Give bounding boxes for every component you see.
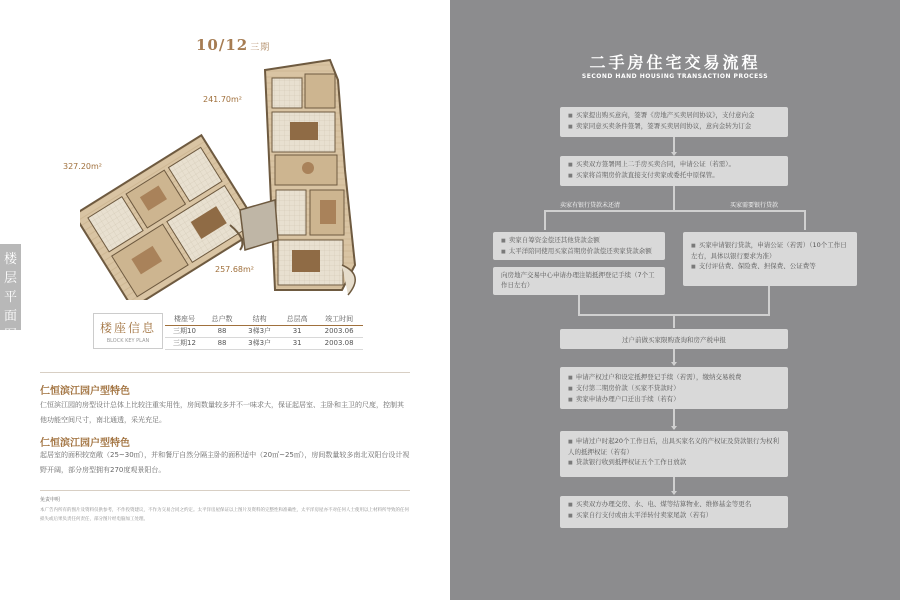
block-info-title: 楼座信息 [99, 321, 156, 335]
process-subtitle: SECOND HAND HOUSING TRANSACTION PROCESS [581, 73, 769, 80]
feature-text-1: 仁恒滨江园的房型设计总体上比较注重实用性，房间数量较多并不一味求大，保证起居室、主卧和主卫的尺度，控制其他功能空间尺寸，南北通透，采光充足。 [40, 401, 404, 424]
floor-plan-illustration [80, 50, 380, 300]
flow-step-2 [560, 156, 788, 186]
flow-step-1 [560, 107, 788, 137]
connector-branch [544, 210, 806, 212]
table-header-cell: 总户数 [204, 313, 240, 325]
table-header-cell: 楼座号 [165, 313, 204, 325]
side-tab-char: 楼 [3, 252, 17, 267]
flow-step-item: ■ 申请过户时起20个工作日后，出具买家名义的产权证及贷款银行为权利人的抵押权证（若有） [568, 436, 780, 457]
flow-step-item: ■ 支付评估费、保险费、担保费、公证费等 [691, 261, 849, 272]
flow-step-text: 过户前做买家限购查询和房产税申报 [622, 336, 726, 344]
flow-step-item: ■ 买家自行支付或由太平洋转付卖家尾款（若有） [568, 510, 780, 521]
table-cell: 2003.08 [315, 337, 363, 349]
connector-line [673, 314, 675, 328]
flow-step-text: 向房地产交易中心申请办理注销抵押登记手续（7个工作日左右） [501, 271, 655, 289]
feature-title-1: 仁恒滨江园户型特色 [40, 386, 130, 397]
arrow-down-icon [671, 362, 677, 366]
arrow-down-icon [671, 491, 677, 495]
area-label-a: 241.70m² [203, 95, 242, 104]
disclaimer-title: 免责申明 [40, 497, 61, 503]
flow-step-item: ■ 支付第二期房价款（买家不贷款时） [568, 383, 780, 394]
table-cell: 88 [204, 325, 240, 337]
divider [40, 490, 410, 491]
branch-label-seller-loan: 卖家有银行贷款未还清 [560, 202, 621, 209]
flow-step-item: ■ 贷款银行收到抵押权证五个工作日放款 [568, 457, 780, 468]
table-cell: 3梯3户 [240, 325, 279, 337]
feature-title-2: 仁恒滨江园户型特色 [40, 438, 130, 449]
branch-label-buyer-loan: 买家需要银行贷款 [730, 202, 779, 209]
flow-step-item: ■ 卖家自筹资金偿还其他贷款金额 [501, 235, 657, 246]
table-cell: 三期12 [165, 337, 204, 349]
block-info-heading [93, 313, 163, 349]
right-tower-plan [265, 60, 355, 290]
side-tab-char: 层 [3, 271, 17, 286]
connector-line [804, 210, 806, 230]
table-cell: 31 [279, 325, 315, 337]
block-info-table [165, 313, 363, 350]
table-row [165, 337, 363, 349]
table-header-cell: 结构 [240, 313, 279, 325]
right-page [450, 0, 900, 600]
table-cell: 88 [204, 337, 240, 349]
flow-step-4-left [493, 267, 665, 295]
flow-step-item: ■ 买家申请银行贷款，申请公证（若需）（10个工作日左右，具体以银行要求为准） [691, 240, 849, 261]
period-suffix: 三期 [250, 43, 271, 53]
table-header-cell: 竣工时间 [315, 313, 363, 325]
table-row [165, 325, 363, 337]
flow-step-item: ■ 太平洋陪同使用买家首期房价款偿还卖家贷款余额 [501, 246, 657, 257]
connector-line [673, 186, 675, 210]
period-number: 10/12 [196, 36, 249, 54]
arrow-down-icon [671, 426, 677, 430]
flow-step-item: ■ 卖家申请办理户口迁出手续（若有） [568, 394, 780, 405]
process-title: 二手房住宅交易流程 [589, 53, 761, 72]
left-wing-plan [80, 135, 260, 300]
flow-step-6 [560, 367, 788, 409]
flow-step-item: ■ 申请产权过户和设定抵押登记手续（若需），缴纳交易税费 [568, 372, 780, 383]
flow-step-7 [560, 431, 788, 477]
flow-step-item: ■ 买家将首期房价款直接支付卖家或委托中原保管。 [568, 170, 780, 181]
block-info-subtitle: BLOCK KEY PLAN [106, 338, 150, 344]
area-label-b: 327.20m² [63, 162, 102, 171]
side-tab-floor-plan [0, 244, 21, 343]
side-tab-char: 平 [3, 290, 17, 305]
flow-step-5 [560, 329, 788, 349]
flow-step-8 [560, 496, 788, 528]
flow-step-item: ■ 买家提出购买意向，签署《房地产买卖居间协议》，支付意向金 [568, 110, 780, 121]
flow-step-3-left [493, 232, 665, 260]
table-header-cell: 总层高 [279, 313, 315, 325]
side-tab-char: 图 [3, 328, 17, 343]
table-cell: 2003.06 [315, 325, 363, 337]
flow-step-item: ■ 买卖双方签署网上二手房买卖合同，申请公证（若需）。 [568, 159, 780, 170]
connector-line [768, 286, 770, 315]
side-tab-char: 面 [3, 309, 17, 324]
block-info [93, 313, 363, 349]
divider [40, 372, 410, 373]
disclaimer-text: 本广告内所有的图片及资料仅供参考，不作投资建议，不作为交易合同之约定。太平洋房屋保证以上图片及资料的完整性和准确性，太平洋房屋亦不对任何人士使用以上材料所导致的任何损失或后果负责任何责任，部分图片经电脑加工处理。 [40, 508, 409, 522]
table-cell: 31 [279, 337, 315, 349]
table-cell: 3梯3户 [240, 337, 279, 349]
connector-line [578, 295, 580, 315]
area-label-c: 257.68m² [215, 265, 254, 274]
flow-step-item: ■ 卖家同意买卖条件签署，签署买卖居间协议，意向金转为订金 [568, 121, 780, 132]
flow-step-item: ■ 买卖双方办理交房、水、电、煤等结算物业、维修基金等更名 [568, 499, 780, 510]
flow-step-3-right [683, 232, 857, 286]
table-header-row [165, 313, 363, 325]
feature-text-2: 起居室的面积较宽敞（25~30㎡），并和餐厅自然分隔主卧的面积适中（20㎡~25㎡），房间数量较多南北双阳台设计视野开阔，部分房型拥有270度观景阳台。 [40, 451, 410, 474]
table-cell: 三期10 [165, 325, 204, 337]
connector-line [544, 210, 546, 230]
